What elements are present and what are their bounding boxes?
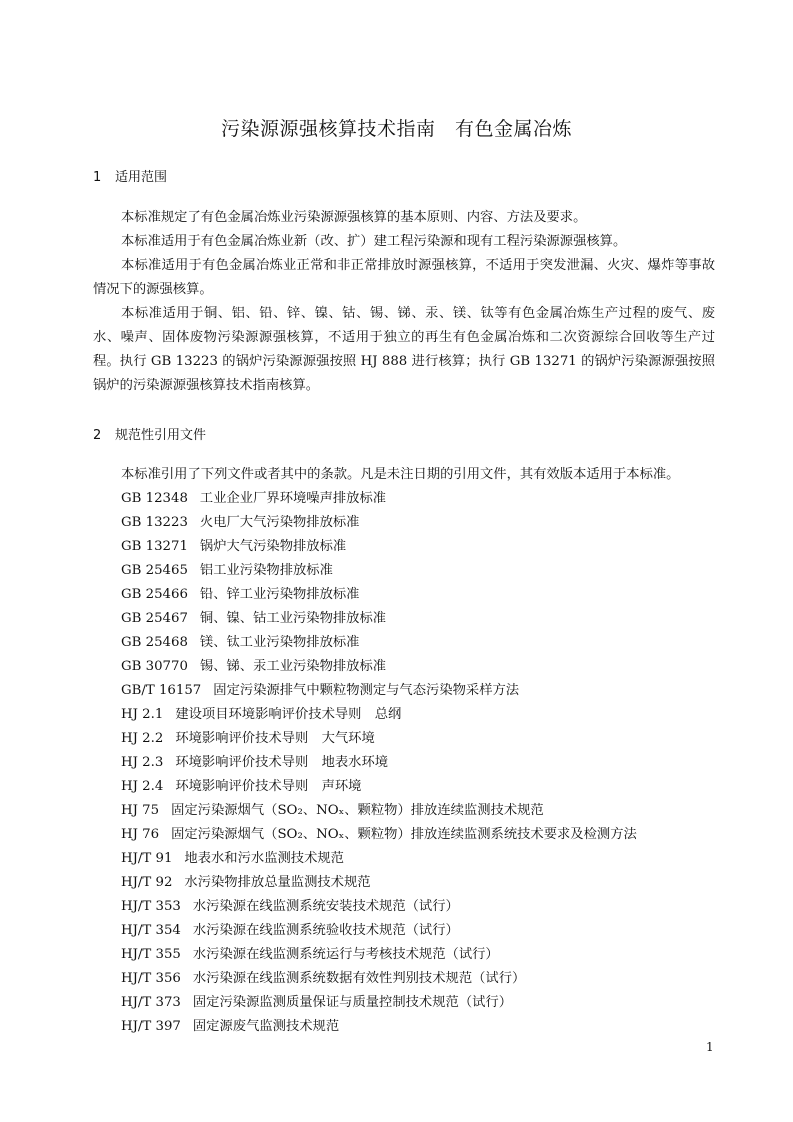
- reference-item: [121, 871, 637, 895]
- reference-item: [121, 535, 637, 559]
- reference-item: [121, 1015, 637, 1039]
- section-1-heading: [93, 166, 167, 185]
- reference-title: 锡、锑、汞工业污染物排放标准: [199, 659, 387, 674]
- reference-title: 环境影响评价技术导则 声环境: [175, 779, 362, 794]
- reference-title: 火电厂大气污染物排放标准: [199, 515, 360, 530]
- reference-title: 固定污染源烟气（SO₂、NOₓ、颗粒物）排放连续监测系统技术要求及检测方法: [171, 827, 637, 842]
- reference-code: HJ/T 92: [121, 875, 173, 890]
- reference-code: GB/T 16157: [121, 683, 202, 698]
- reference-title: 工业企业厂界环境噪声排放标准: [199, 491, 387, 506]
- paragraph: 本标准适用于有色金属冶炼业正常和非正常排放时源强核算，不适用于突发泄漏、火灾、爆炸等事故情况下的源强核算。: [93, 258, 715, 297]
- reference-title: 环境影响评价技术导则 地表水环境: [175, 755, 389, 770]
- page-title: 污染源源强核算技术指南 有色金属冶炼: [220, 118, 572, 140]
- reference-item: [121, 943, 637, 967]
- reference-title: 铅、锌工业污染物排放标准: [199, 587, 360, 602]
- reference-item: [121, 631, 637, 655]
- reference-code: GB 25468: [121, 635, 188, 650]
- reference-code: GB 13223: [121, 515, 188, 530]
- section-2-heading: [93, 424, 206, 443]
- reference-item: [121, 799, 637, 823]
- paragraph: 本标准引用了下列文件或者其中的条款。凡是未注日期的引用文件，其有效版本适用于本标准。: [121, 467, 680, 482]
- reference-code: HJ/T 397: [121, 1019, 181, 1034]
- reference-code: HJ 76: [121, 827, 160, 842]
- section-number: 2: [93, 428, 102, 443]
- reference-item: [121, 727, 637, 751]
- reference-item: [121, 559, 637, 583]
- reference-title: 铝工业污染物排放标准: [199, 563, 333, 578]
- paragraph: 本标准规定了有色金属冶炼业污染源源强核算的基本原则、内容、方法及要求。: [121, 210, 587, 225]
- reference-item: [121, 775, 637, 799]
- reference-code: HJ/T 373: [121, 995, 181, 1010]
- section-title: 适用范围: [115, 170, 168, 185]
- reference-code: HJ/T 355: [121, 947, 181, 962]
- reference-item: [121, 583, 637, 607]
- reference-title: 锅炉大气污染物排放标准: [199, 539, 347, 554]
- paragraph: 本标准适用于铜、铝、铅、锌、镍、钴、锡、锑、汞、镁、钛等有色金属冶炼生产过程的废气、废水、噪声、固体废物污染源源强核算，不适用于独立的再生有色金属冶炼和二次资源综合回收等生产过程。执行 GB 13223 的锅炉污染源源强按照 HJ 888 进行核算；执行 GB 13271 的锅炉污染源源强按照锅炉的污染源源强核算技术指南核算。: [93, 306, 715, 393]
- reference-title: 固定污染源排气中颗粒物测定与气态污染物采样方法: [213, 683, 520, 698]
- reference-title: 固定源废气监测技术规范: [192, 1019, 340, 1034]
- reference-title: 水污染物排放总量监测技术规范: [184, 875, 371, 890]
- reference-list: [121, 487, 637, 1039]
- reference-code: GB 13271: [121, 539, 188, 554]
- reference-code: HJ 2.4: [121, 779, 164, 794]
- reference-code: HJ 2.2: [121, 731, 164, 746]
- reference-title: 水污染源在线监测系统验收技术规范（试行）: [192, 923, 459, 938]
- reference-code: GB 12348: [121, 491, 188, 506]
- reference-item: [121, 655, 637, 679]
- reference-title: 固定污染源监测质量保证与质量控制技术规范（试行）: [192, 995, 513, 1010]
- reference-code: HJ/T 354: [121, 923, 181, 938]
- paragraph: 本标准适用于有色金属冶炼业新（改、扩）建工程污染源和现有工程污染源源强核算。: [121, 234, 627, 249]
- reference-title: 水污染源在线监测系统安装技术规范（试行）: [192, 899, 459, 914]
- reference-item: [121, 703, 637, 727]
- reference-item: [121, 895, 637, 919]
- reference-item: [121, 967, 637, 991]
- page-number: 1: [706, 1040, 714, 1054]
- reference-code: HJ 75: [121, 803, 160, 818]
- reference-title: 环境影响评价技术导则 大气环境: [175, 731, 375, 746]
- reference-code: HJ/T 356: [121, 971, 181, 986]
- reference-title: 镁、钛工业污染物排放标准: [199, 635, 360, 650]
- reference-code: HJ 2.3: [121, 755, 164, 770]
- reference-item: [121, 607, 637, 631]
- reference-item: [121, 991, 637, 1015]
- reference-title: 水污染源在线监测系统运行与考核技术规范（试行）: [192, 947, 499, 962]
- section-title: 规范性引用文件: [115, 428, 207, 443]
- reference-item: [121, 847, 637, 871]
- reference-item: [121, 919, 637, 943]
- reference-item: [121, 487, 637, 511]
- reference-code: HJ 2.1: [121, 707, 164, 722]
- reference-item: [121, 751, 637, 775]
- reference-code: HJ/T 91: [121, 851, 173, 866]
- reference-code: GB 25466: [121, 587, 188, 602]
- reference-title: 建设项目环境影响评价技术导则 总纲: [175, 707, 402, 722]
- reference-item: [121, 823, 637, 847]
- reference-code: GB 25467: [121, 611, 188, 626]
- section-number: 1: [93, 170, 102, 185]
- reference-item: [121, 511, 637, 535]
- reference-title: 固定污染源烟气（SO₂、NOₓ、颗粒物）排放连续监测技术规范: [171, 803, 544, 818]
- reference-title: 水污染源在线监测系统数据有效性判别技术规范（试行）: [192, 971, 526, 986]
- reference-code: HJ/T 353: [121, 899, 181, 914]
- reference-code: GB 25465: [121, 563, 188, 578]
- reference-title: 地表水和污水监测技术规范: [184, 851, 344, 866]
- reference-code: GB 30770: [121, 659, 188, 674]
- reference-title: 铜、镍、钴工业污染物排放标准: [199, 611, 387, 626]
- reference-item: [121, 679, 637, 703]
